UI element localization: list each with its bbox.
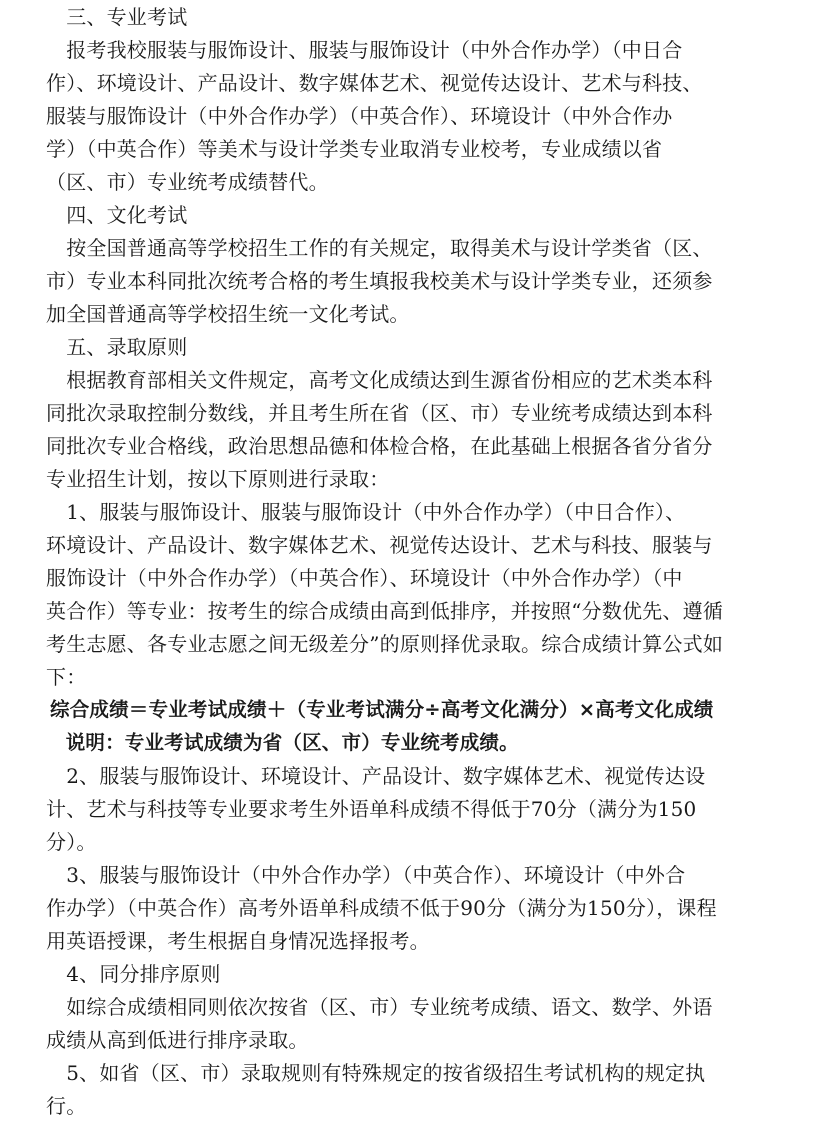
paragraph-line: 同批次专业合格线，政治思想品德和体检合格，在此基础上根据各省分省分 — [46, 434, 713, 458]
rule-2-line: 计、艺术与科技等专业要求考生外语单科成绩不得低于70分（满分为150 — [46, 797, 697, 821]
rule-5-line: 行。 — [46, 1094, 87, 1118]
paragraph-line: 报考我校服装与服饰设计、服装与服饰设计（中外合作办学）（中日合 — [46, 38, 683, 62]
rule-1-line: 环境设计、产品设计、数字媒体艺术、视觉传达设计、艺术与科技、服装与 — [46, 533, 713, 557]
rule-1-line: 下： — [46, 665, 87, 689]
rule-4-line: 4、同分排序原则 — [46, 962, 221, 986]
paragraph-line: 同批次录取控制分数线，并且考生所在省（区、市）专业统考成绩达到本科 — [46, 401, 713, 425]
rule-1-line: 英合作）等专业：按考生的综合成绩由高到低排序，并按照“分数优先、遵循 — [46, 599, 724, 623]
paragraph-line: 服装与服饰设计（中外合作办学）（中英合作）、环境设计（中外合作办 — [46, 104, 673, 128]
paragraph-line: 专业招生计划，按以下原则进行录取： — [46, 467, 390, 491]
rule-4-line: 如综合成绩相同则依次按省（区、市）专业统考成绩、语文、数学、外语 — [46, 995, 713, 1019]
rule-2-line: 分）。 — [46, 830, 97, 854]
section-heading-cultural-exam: 四、文化考试 — [46, 203, 188, 227]
rule-3-line: 3、服装与服饰设计（中外合作办学）（中英合作）、环境设计（中外合 — [46, 863, 686, 887]
paragraph-line: 按全国普通高等学校招生工作的有关规定，取得美术与设计学类省（区、 — [46, 236, 713, 260]
rule-1-line: 1、服装与服饰设计、服装与服饰设计（中外合作办学）（中日合作）、 — [46, 500, 686, 524]
section-heading-admission-principles: 五、录取原则 — [46, 335, 188, 359]
paragraph-line: （区、市）专业统考成绩替代。 — [46, 170, 329, 194]
paragraph-line: 根据教育部相关文件规定，高考文化成绩达到生源省份相应的艺术类本科 — [46, 368, 713, 392]
paragraph-line: 作）、环境设计、产品设计、数字媒体艺术、视觉传达设计、艺术与科技、 — [46, 71, 703, 95]
paragraph-line: 学）（中英合作）等美术与设计学类专业取消专业校考，专业成绩以省 — [46, 137, 663, 161]
rule-4-line: 成绩从高到低进行排序录取。 — [46, 1028, 309, 1052]
rule-5-line: 5、如省（区、市）录取规则有特殊规定的按省级招生考试机构的规定执 — [46, 1061, 706, 1085]
rule-1-line: 服饰设计（中外合作办学）（中英合作）、环境设计（中外合作办学）（中 — [46, 566, 683, 590]
section-heading-professional-exam: 三、专业考试 — [46, 5, 188, 29]
rule-2-line: 2、服装与服饰设计、环境设计、产品设计、数字媒体艺术、视觉传达设 — [46, 764, 706, 788]
formula-note: 说明：专业考试成绩为省（区、市）专业统考成绩。 — [46, 731, 519, 754]
rule-3-line: 用英语授课，考生根据自身情况选择报考。 — [46, 929, 430, 953]
rule-1-line: 考生志愿、各专业志愿之间无级差分”的原则择优录取。综合成绩计算公式如 — [46, 632, 724, 656]
score-formula: 综合成绩＝专业考试成绩＋（专业考试满分÷高考文化满分）×高考文化成绩 — [50, 698, 714, 721]
rule-3-line: 作办学）（中英合作）高考外语单科成绩不低于90分（满分为150分），课程 — [46, 896, 717, 920]
paragraph-line: 市）专业本科同批次统考合格的考生填报我校美术与设计学类专业，还须参 — [46, 269, 713, 293]
paragraph-line: 加全国普通高等学校招生统一文化考试。 — [46, 302, 410, 326]
